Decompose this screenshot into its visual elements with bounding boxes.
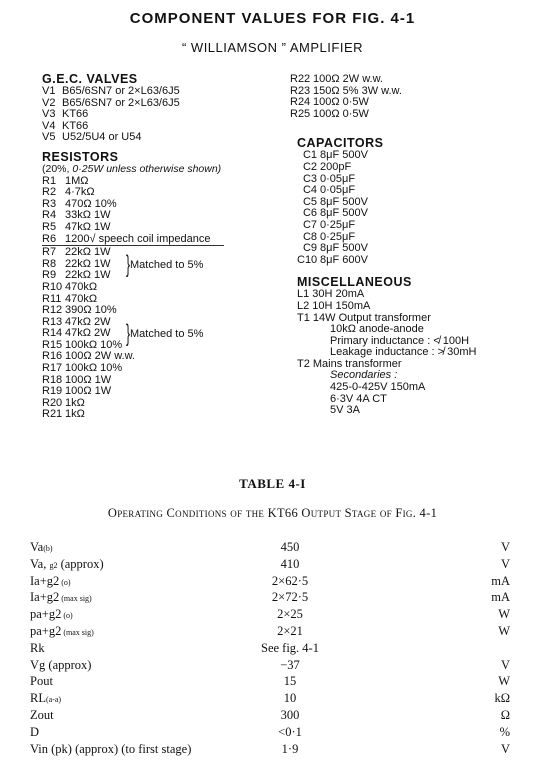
value-cell: 2×72·5 bbox=[271, 590, 309, 605]
table-row bbox=[0, 742, 545, 758]
value-cell: See fig. 4-1 bbox=[261, 640, 319, 655]
misc-heading: MISCELLANEOUS bbox=[297, 275, 412, 290]
unit-cell: kΩ bbox=[494, 691, 510, 706]
unit-cell: W bbox=[498, 607, 510, 622]
param-cell: pa+g2 (o) bbox=[30, 607, 73, 622]
list-item: R17 100kΩ 10% bbox=[42, 362, 123, 375]
resistors-continued-list bbox=[290, 74, 540, 120]
value-cell: −37 bbox=[280, 657, 300, 672]
list-item: R13 47kΩ 2W bbox=[42, 315, 111, 328]
list-item: 6·3V 4A CT bbox=[330, 392, 387, 405]
unit-cell: V bbox=[500, 741, 510, 756]
table-row bbox=[0, 725, 545, 741]
valves-list bbox=[42, 86, 287, 144]
list-item: V2 B65/6SN7 or 2×L63/6J5 bbox=[42, 96, 180, 109]
unit-cell: V bbox=[500, 657, 510, 672]
value-cell: 10 bbox=[283, 691, 297, 706]
unit-cell: mA bbox=[491, 573, 510, 588]
list-item: R7 22kΩ 1W bbox=[42, 246, 111, 259]
unit-cell: V bbox=[500, 556, 510, 571]
list-item: C2 200pF bbox=[302, 160, 352, 173]
matched-brace-r13-r14: }Matched to 5% bbox=[126, 319, 204, 347]
table-row bbox=[0, 574, 545, 590]
list-item: R15 100kΩ 10% bbox=[42, 338, 123, 351]
list-item: L1 30H 20mA bbox=[297, 288, 365, 301]
page-title: COMPONENT VALUES FOR FIG. 4-1 bbox=[129, 10, 416, 27]
list-item: V1 B65/6SN7 or 2×L63/6J5 bbox=[42, 85, 180, 97]
param-cell: Rk bbox=[30, 640, 45, 655]
resistors-list bbox=[42, 176, 287, 421]
param-cell: Va, g2 (approx) bbox=[30, 556, 104, 571]
list-item: R24 100Ω 0·5W bbox=[290, 96, 369, 109]
list-item: R4 33kΩ 1W bbox=[42, 209, 111, 222]
list-item: R22 100Ω 2W w.w. bbox=[290, 73, 383, 85]
value-cell: 1·9 bbox=[281, 741, 299, 756]
list-item: T2 Mains transformer bbox=[297, 357, 402, 370]
table-row bbox=[0, 607, 545, 623]
table-row bbox=[0, 641, 545, 657]
list-item: 10kΩ anode-anode bbox=[330, 323, 424, 336]
table-row bbox=[0, 708, 545, 724]
list-item: 5V 3A bbox=[330, 404, 360, 417]
list-item: Secondaries : bbox=[330, 369, 398, 382]
capacitors-heading: CAPACITORS bbox=[297, 136, 384, 151]
list-item: R21 1kΩ bbox=[42, 408, 85, 421]
list-item: C3 0·05μF bbox=[302, 172, 356, 185]
value-cell: 300 bbox=[280, 708, 300, 722]
list-item: R6 1200√ speech coil impedance bbox=[42, 234, 224, 247]
table-heading: TABLE 4-I bbox=[239, 476, 306, 491]
valves-heading: G.E.C. VALVES bbox=[42, 72, 138, 86]
list-item: Leakage inductance : ≯ 30mH bbox=[330, 346, 477, 359]
table-row bbox=[0, 674, 545, 690]
resistors-heading: RESISTORS bbox=[42, 149, 119, 164]
table-row bbox=[0, 691, 545, 707]
unit-cell: V bbox=[500, 540, 510, 554]
brace-icon: } bbox=[126, 319, 131, 347]
list-item: R20 1kΩ bbox=[42, 396, 85, 409]
list-item: R11 470kΩ bbox=[42, 292, 98, 305]
list-item: R16 100Ω 2W w.w. bbox=[42, 350, 135, 363]
list-item: R5 47kΩ 1W bbox=[42, 220, 111, 233]
list-item: R10 470kΩ bbox=[42, 280, 98, 293]
list-item: R18 100Ω 1W bbox=[42, 373, 112, 386]
value-cell: 410 bbox=[280, 556, 300, 571]
value-cell: 2×25 bbox=[277, 607, 303, 622]
page-subtitle: “ WILLIAMSON ” AMPLIFIER bbox=[181, 40, 364, 55]
value-cell: 450 bbox=[280, 540, 300, 554]
list-item: R3 470Ω 10% bbox=[42, 197, 117, 210]
list-item: V3 KT66 bbox=[42, 108, 89, 121]
brace-icon: } bbox=[126, 250, 131, 278]
list-item: R9 22kΩ 1W bbox=[42, 269, 111, 282]
table-row bbox=[0, 590, 545, 606]
list-item: L2 10H 150mA bbox=[297, 299, 371, 312]
list-item: C10 8μF 600V bbox=[297, 253, 368, 266]
param-cell: Vin (pk) (approx) (to first stage) bbox=[30, 741, 192, 756]
unit-cell: Ω bbox=[500, 708, 510, 722]
list-item: C8 0·25μF bbox=[302, 230, 356, 243]
value-cell: <0·1 bbox=[278, 724, 302, 739]
list-item: C5 8μF 500V bbox=[302, 195, 368, 208]
param-cell: Zout bbox=[30, 708, 54, 722]
unit-cell: W bbox=[498, 674, 510, 689]
param-cell: Pout bbox=[30, 674, 53, 689]
misc-list bbox=[290, 289, 540, 417]
param-cell: Ia+g2 (max sig) bbox=[30, 590, 92, 605]
list-item: R25 100Ω 0·5W bbox=[290, 107, 369, 120]
table-row bbox=[0, 540, 545, 556]
table-row bbox=[0, 557, 545, 573]
list-item: C7 0·25μF bbox=[302, 218, 356, 231]
value-cell: 2×21 bbox=[277, 624, 303, 638]
list-item: V5 U52/5U4 or U54 bbox=[42, 131, 142, 144]
list-item: R23 150Ω 5% 3W w.w. bbox=[290, 84, 402, 97]
table-row bbox=[0, 658, 545, 674]
list-item: C1 8μF 500V bbox=[302, 149, 368, 162]
list-item: C9 8μF 500V bbox=[302, 242, 368, 255]
value-cell: 15 bbox=[283, 674, 297, 689]
list-item: Primary inductance : ≮ 100H bbox=[330, 334, 470, 347]
list-item: T1 14W Output transformer bbox=[297, 311, 431, 324]
left-column bbox=[42, 72, 287, 421]
resistors-note: (20%, 0·25W unless otherwise shown) bbox=[42, 162, 222, 175]
list-item: C6 8μF 500V bbox=[302, 207, 368, 220]
param-cell: Ia+g2 (o) bbox=[30, 573, 71, 588]
right-column bbox=[290, 74, 540, 417]
list-item: R1 1MΩ bbox=[42, 174, 89, 187]
param-cell: D bbox=[30, 724, 40, 739]
param-cell: Va(b) bbox=[30, 540, 53, 554]
list-item: 425-0-425V 150mA bbox=[330, 381, 426, 394]
list-item: R8 22kΩ 1W bbox=[42, 257, 111, 270]
list-item: R14 47kΩ 2W bbox=[42, 327, 111, 340]
list-item: R19 100Ω 1W bbox=[42, 385, 112, 398]
unit-cell: W bbox=[498, 624, 510, 638]
list-item: V4 KT66 bbox=[42, 119, 89, 132]
value-cell: 2×62·5 bbox=[271, 573, 309, 588]
list-item: C4 0·05μF bbox=[302, 184, 356, 197]
list-item: R12 390Ω 10% bbox=[42, 304, 117, 317]
unit-cell: mA bbox=[491, 590, 510, 605]
param-cell: RL(a-a) bbox=[30, 691, 62, 706]
matched-brace-r7-r9: }Matched to 5% bbox=[126, 250, 204, 278]
table-row bbox=[0, 624, 545, 640]
list-item: R2 4·7kΩ bbox=[42, 186, 95, 199]
param-cell: Vg (approx) bbox=[30, 657, 92, 672]
capacitors-list bbox=[290, 150, 540, 266]
unit-cell: % bbox=[499, 724, 510, 739]
table-caption: Operating Conditions of the KT66 Output Stage of Fig. 4-1 bbox=[107, 506, 438, 520]
param-cell: pa+g2 (max sig) bbox=[30, 624, 94, 638]
